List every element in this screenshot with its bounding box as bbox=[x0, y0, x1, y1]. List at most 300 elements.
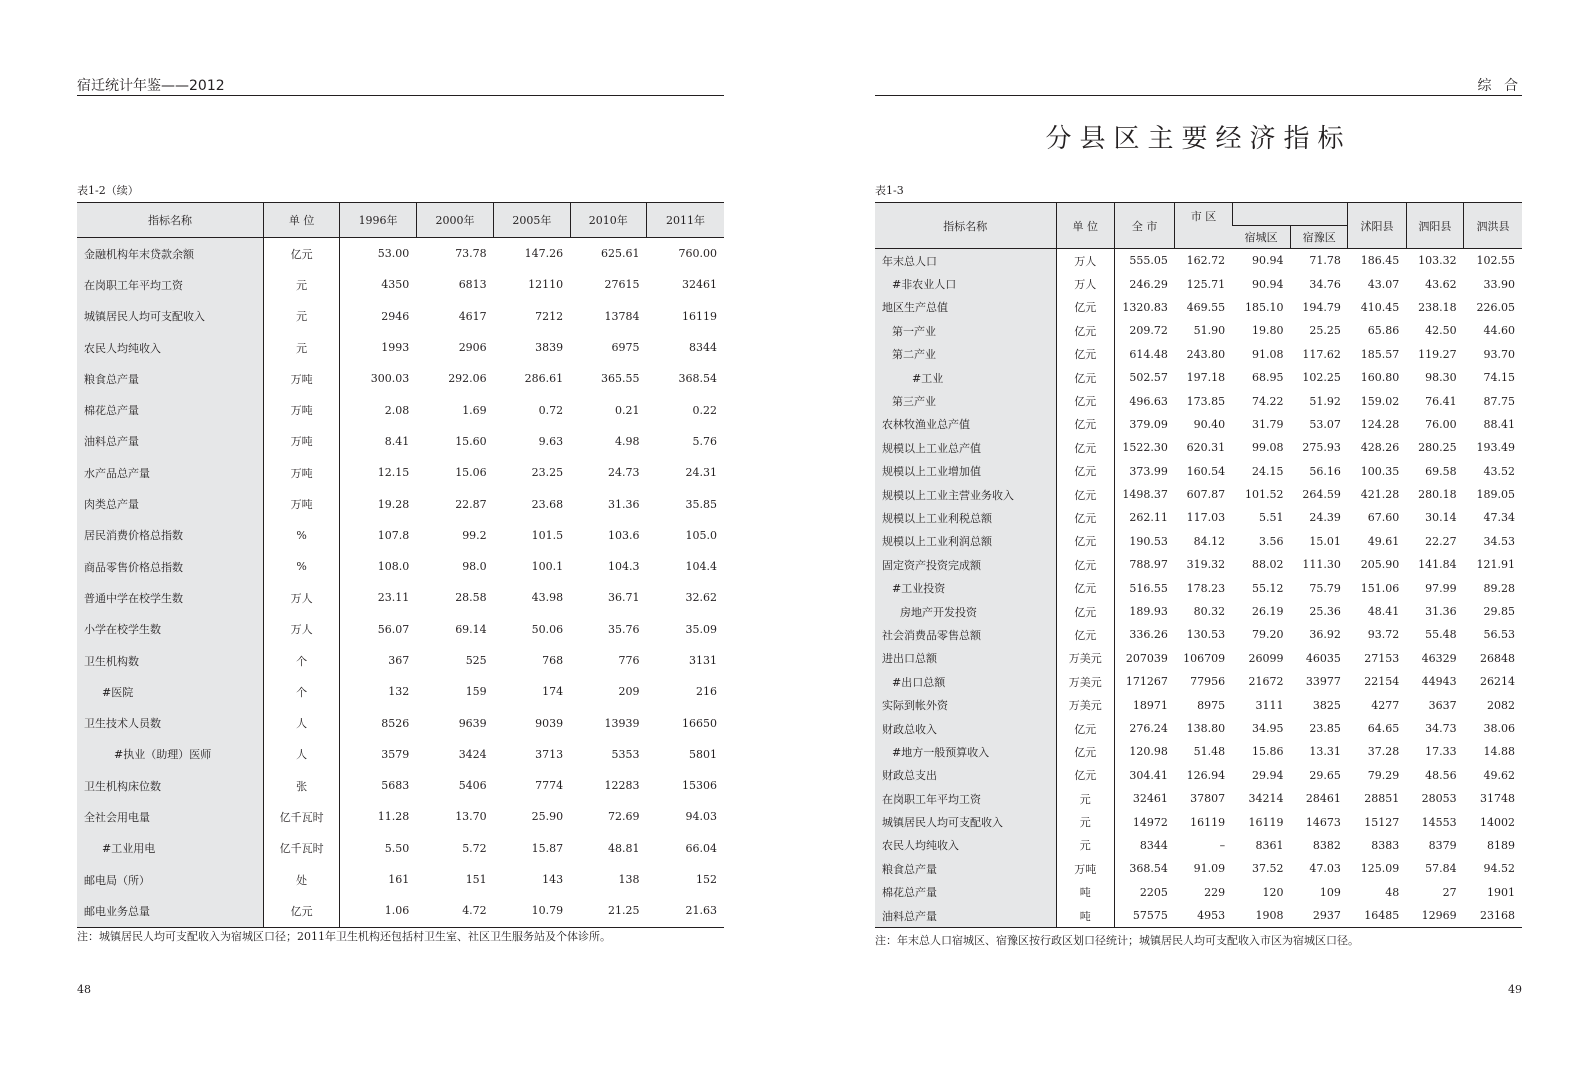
table-row bbox=[77, 614, 724, 645]
row-value: 57575 bbox=[1132, 909, 1168, 923]
row-value: 37.52 bbox=[1252, 862, 1284, 876]
table-row bbox=[875, 717, 1522, 740]
table-body bbox=[77, 238, 724, 928]
row-value: 4953 bbox=[1197, 909, 1226, 923]
row-indicator-name: 农林牧渔业总产值 bbox=[875, 413, 1056, 436]
row-value: 292.06 bbox=[448, 372, 487, 386]
row-value: 607.87 bbox=[1186, 488, 1226, 502]
row-value: 125.71 bbox=[1186, 277, 1226, 291]
row-value: 125.09 bbox=[1360, 862, 1400, 876]
row-indicator-name: 粮食总产量 bbox=[875, 857, 1056, 880]
row-indicator-name: 规模以上工业总产值 bbox=[875, 436, 1056, 459]
table-row bbox=[875, 670, 1522, 693]
table-row bbox=[875, 834, 1522, 857]
row-indicator-name: 实际到帐外资 bbox=[875, 693, 1056, 716]
row-value: 3131 bbox=[689, 654, 717, 667]
row-value: 73.78 bbox=[455, 247, 487, 261]
row-value: 620.31 bbox=[1186, 441, 1226, 455]
row-value: 26214 bbox=[1480, 675, 1515, 689]
row-indicator-name: 第三产业 bbox=[875, 389, 1056, 412]
row-value: 72.69 bbox=[608, 810, 640, 824]
row-indicator-name: 粮食总产量 bbox=[77, 363, 263, 394]
header-unit: 单 位 bbox=[263, 203, 339, 238]
row-value: 22154 bbox=[1364, 675, 1400, 689]
row-value: 37.28 bbox=[1367, 745, 1400, 759]
row-value: 31.36 bbox=[1425, 605, 1457, 619]
row-value: 3825 bbox=[1312, 698, 1341, 712]
row-indicator-name: 棉花总产量 bbox=[875, 881, 1056, 904]
row-value: 90.94 bbox=[1252, 254, 1284, 268]
row-value: 186.45 bbox=[1360, 254, 1400, 268]
row-indicator-name: 城镇居民人均可支配收入 bbox=[875, 810, 1056, 833]
row-value: 1498.37 bbox=[1122, 488, 1168, 502]
table-row bbox=[77, 645, 724, 676]
row-value: 15127 bbox=[1364, 815, 1400, 829]
table-row bbox=[77, 394, 724, 425]
table-row bbox=[875, 272, 1522, 295]
row-value: 138 bbox=[618, 873, 640, 887]
row-value: 99.08 bbox=[1252, 441, 1284, 455]
row-value: 23168 bbox=[1480, 909, 1515, 923]
header-siyang: 泗阳县 bbox=[1406, 203, 1463, 249]
row-value: 25.25 bbox=[1309, 324, 1341, 338]
row-value: 428.26 bbox=[1360, 441, 1400, 455]
row-unit: 元 bbox=[1056, 810, 1114, 833]
row-value: 50.06 bbox=[531, 622, 564, 636]
row-value: 31.79 bbox=[1252, 417, 1284, 431]
row-unit: 万美元 bbox=[1056, 693, 1114, 716]
row-value: 91.09 bbox=[1193, 862, 1226, 876]
header-city: 全 市 bbox=[1114, 203, 1174, 249]
row-value: 216 bbox=[696, 685, 717, 699]
row-value: 194.79 bbox=[1302, 300, 1341, 314]
row-value: 8379 bbox=[1428, 838, 1457, 852]
row-value: 64.65 bbox=[1367, 722, 1400, 735]
row-value: 8344 bbox=[1139, 838, 1168, 852]
row-indicator-name: 社会消费品零售总额 bbox=[875, 623, 1056, 646]
row-indicator-name: 固定资产投资完成额 bbox=[875, 553, 1056, 576]
row-value: 43.07 bbox=[1367, 277, 1400, 291]
row-value: 6975 bbox=[611, 341, 640, 355]
row-value: 300.03 bbox=[370, 372, 410, 386]
row-value: 152 bbox=[696, 873, 717, 887]
row-value: 23.85 bbox=[1309, 722, 1341, 735]
row-value: 5801 bbox=[689, 747, 717, 761]
row-value: 143 bbox=[542, 873, 564, 887]
row-value: 15.87 bbox=[531, 841, 564, 855]
row-value: 75.79 bbox=[1309, 581, 1341, 595]
row-value: 16119 bbox=[682, 309, 717, 323]
row-value: 138.80 bbox=[1186, 722, 1226, 735]
row-value: 25.90 bbox=[531, 810, 564, 824]
row-value: 47.34 bbox=[1483, 511, 1515, 525]
row-value: 65.86 bbox=[1367, 324, 1400, 338]
row-value: 44943 bbox=[1421, 675, 1457, 689]
row-value: 132 bbox=[388, 685, 410, 699]
row-value: 16650 bbox=[682, 716, 717, 730]
row-value: 74.22 bbox=[1252, 394, 1284, 408]
row-indicator-name: #工业用电 bbox=[77, 833, 263, 864]
row-value: 36.71 bbox=[608, 591, 640, 605]
row-value: 51.92 bbox=[1309, 394, 1341, 408]
row-value: 24.73 bbox=[608, 466, 640, 480]
row-value: 13.70 bbox=[455, 810, 487, 824]
row-value: 35.85 bbox=[685, 497, 717, 511]
row-value: 90.94 bbox=[1252, 277, 1284, 291]
row-indicator-name: 水产品总产量 bbox=[77, 457, 263, 488]
indicator-table-1-3 bbox=[875, 202, 1522, 928]
row-value: 30.14 bbox=[1425, 511, 1457, 525]
row-value: 71.78 bbox=[1309, 254, 1341, 268]
table-row bbox=[875, 576, 1522, 599]
row-value: 3579 bbox=[381, 747, 410, 761]
row-value: 14972 bbox=[1132, 815, 1168, 829]
row-value: 35.76 bbox=[608, 622, 640, 636]
row-unit: 万吨 bbox=[263, 363, 339, 394]
row-value: 117.62 bbox=[1302, 347, 1341, 361]
row-value: 421.28 bbox=[1360, 488, 1400, 502]
row-value: 8526 bbox=[381, 716, 410, 730]
row-indicator-name: 第一产业 bbox=[875, 319, 1056, 342]
table-label: 表1-2（续） bbox=[77, 184, 139, 197]
row-value: 88.41 bbox=[1483, 417, 1515, 431]
row-value: 94.52 bbox=[1483, 862, 1515, 876]
row-value: 0.22 bbox=[692, 403, 717, 417]
row-value: 10.79 bbox=[531, 904, 564, 918]
table-row bbox=[875, 553, 1522, 576]
row-indicator-name: 油料总产量 bbox=[875, 904, 1056, 928]
row-value: 69.14 bbox=[455, 622, 487, 636]
row-value: 209.72 bbox=[1129, 324, 1168, 338]
row-indicator-name: 邮电业务总量 bbox=[77, 895, 263, 927]
row-value: 1.06 bbox=[384, 904, 410, 918]
row-value: 57.84 bbox=[1425, 862, 1457, 876]
row-indicator-name: 地区生产总值 bbox=[875, 296, 1056, 319]
table-row bbox=[77, 582, 724, 613]
row-value: 76.00 bbox=[1425, 417, 1457, 431]
header-name: 指标名称 bbox=[943, 219, 988, 233]
header-year: 2005年 bbox=[494, 203, 570, 238]
row-value: 15.60 bbox=[455, 434, 487, 448]
row-value: 48 bbox=[1385, 885, 1400, 899]
row-value: 2906 bbox=[458, 341, 487, 355]
row-value: 24.31 bbox=[685, 466, 717, 480]
row-value: 111.30 bbox=[1302, 558, 1341, 572]
row-value: 0.21 bbox=[615, 403, 640, 417]
row-value: 7212 bbox=[535, 309, 564, 323]
row-value: 12.15 bbox=[377, 466, 410, 480]
header-rule bbox=[77, 95, 724, 96]
row-value: 49.62 bbox=[1483, 768, 1515, 782]
row-value: 4350 bbox=[381, 278, 410, 292]
row-value: 101.5 bbox=[531, 528, 564, 542]
row-value: 2082 bbox=[1487, 698, 1515, 712]
row-value: 264.59 bbox=[1302, 488, 1341, 502]
row-value: 69.58 bbox=[1425, 464, 1457, 478]
indicator-table-1-2 bbox=[77, 202, 724, 928]
row-value: 37807 bbox=[1190, 792, 1226, 806]
row-value: 103.32 bbox=[1418, 254, 1457, 268]
row-value: 87.75 bbox=[1483, 394, 1515, 408]
row-unit: 万吨 bbox=[1056, 857, 1114, 880]
row-indicator-name: #工业 bbox=[875, 366, 1056, 389]
row-value: 205.90 bbox=[1360, 558, 1400, 572]
page-title: 分县区主要经济指标 bbox=[1045, 124, 1352, 154]
row-unit: 元 bbox=[263, 269, 339, 300]
row-value: 43.52 bbox=[1483, 464, 1515, 478]
row-value: 185.10 bbox=[1245, 300, 1284, 314]
row-value: 26848 bbox=[1480, 651, 1515, 665]
table-header bbox=[875, 203, 1522, 249]
table-row bbox=[77, 770, 724, 801]
row-value: 38.06 bbox=[1483, 722, 1515, 735]
row-value: 555.05 bbox=[1129, 254, 1168, 268]
row-indicator-name: 第二产业 bbox=[875, 343, 1056, 366]
row-value: 56.16 bbox=[1309, 464, 1341, 478]
row-value: 24.39 bbox=[1309, 511, 1341, 525]
table-row bbox=[875, 740, 1522, 763]
row-indicator-name: 城镇居民人均可支配收入 bbox=[77, 301, 263, 332]
row-value: 25.36 bbox=[1309, 605, 1341, 619]
row-value: 410.45 bbox=[1360, 300, 1400, 314]
row-value: 48.56 bbox=[1425, 768, 1457, 782]
row-indicator-name: #出口总额 bbox=[875, 670, 1056, 693]
row-value: 9639 bbox=[458, 716, 487, 730]
row-value: 17.33 bbox=[1425, 745, 1457, 759]
row-unit: 亿元 bbox=[1056, 319, 1114, 342]
table-row bbox=[77, 488, 724, 519]
row-indicator-name: 年末总人口 bbox=[875, 249, 1056, 273]
row-value: 34.53 bbox=[1483, 534, 1515, 548]
row-indicator-name: #医院 bbox=[77, 676, 263, 707]
row-value: 5683 bbox=[381, 779, 410, 793]
row-value: 53.00 bbox=[377, 247, 410, 261]
row-value: 47.03 bbox=[1309, 862, 1341, 876]
row-value: 5.51 bbox=[1259, 511, 1284, 525]
row-unit: 亿元 bbox=[1056, 576, 1114, 599]
row-value: 365.55 bbox=[601, 372, 640, 386]
row-value: 104.3 bbox=[608, 560, 640, 574]
row-value: 8975 bbox=[1197, 698, 1226, 712]
row-value: 1320.83 bbox=[1122, 300, 1168, 314]
row-value: 276.24 bbox=[1129, 722, 1168, 735]
row-value: 14.88 bbox=[1483, 745, 1515, 759]
row-value: 185.57 bbox=[1360, 347, 1400, 361]
row-indicator-name: 金融机构年末贷款余额 bbox=[77, 238, 263, 270]
row-value: – bbox=[1219, 838, 1226, 852]
row-value: 3839 bbox=[535, 341, 564, 355]
row-value: 1901 bbox=[1487, 885, 1515, 899]
row-value: 16485 bbox=[1364, 909, 1400, 923]
row-unit: 个 bbox=[263, 645, 339, 676]
row-unit: 亿元 bbox=[263, 895, 339, 927]
row-value: 226.05 bbox=[1476, 300, 1515, 314]
row-value: 53.07 bbox=[1309, 417, 1341, 431]
row-value: 469.55 bbox=[1186, 300, 1226, 314]
row-value: 31748 bbox=[1480, 792, 1515, 806]
row-value: 34214 bbox=[1248, 792, 1284, 806]
row-value: 106709 bbox=[1183, 651, 1226, 665]
row-value: 48.41 bbox=[1367, 605, 1400, 619]
row-value: 79.29 bbox=[1367, 768, 1400, 782]
row-unit: 万吨 bbox=[263, 488, 339, 519]
row-value: 23.25 bbox=[531, 466, 564, 480]
row-value: 760.00 bbox=[678, 247, 717, 261]
row-value: 373.99 bbox=[1129, 464, 1168, 478]
row-value: 776 bbox=[618, 654, 640, 667]
row-unit: 亿元 bbox=[1056, 530, 1114, 553]
row-indicator-name: 农民人均纯收入 bbox=[875, 834, 1056, 857]
row-unit: 亿元 bbox=[1056, 600, 1114, 623]
table-row bbox=[77, 301, 724, 332]
row-unit: 吨 bbox=[1056, 904, 1114, 928]
page-number: 48 bbox=[77, 983, 91, 996]
row-value: 97.99 bbox=[1425, 581, 1457, 595]
row-value: 93.70 bbox=[1483, 347, 1515, 361]
row-value: 151.06 bbox=[1360, 581, 1400, 595]
row-value: 9.63 bbox=[538, 434, 564, 448]
row-value: 23.11 bbox=[377, 591, 410, 605]
row-value: 6813 bbox=[458, 278, 487, 292]
row-value: 161 bbox=[388, 873, 410, 887]
row-value: 33977 bbox=[1305, 675, 1341, 689]
row-value: 1993 bbox=[381, 341, 410, 355]
row-value: 28461 bbox=[1305, 792, 1341, 806]
row-indicator-name: 财政总收入 bbox=[875, 717, 1056, 740]
row-value: 121.91 bbox=[1476, 558, 1515, 572]
row-indicator-name: 卫生技术人员数 bbox=[77, 707, 263, 738]
row-value: 108.0 bbox=[377, 560, 410, 574]
row-unit: 万美元 bbox=[1056, 670, 1114, 693]
row-value: 84.12 bbox=[1193, 534, 1226, 548]
row-value: 238.18 bbox=[1418, 300, 1457, 314]
table-row bbox=[875, 623, 1522, 646]
left-page bbox=[77, 0, 724, 1077]
row-value: 99.2 bbox=[462, 528, 487, 542]
row-value: 8344 bbox=[689, 341, 717, 355]
row-value: 5406 bbox=[458, 779, 487, 793]
row-unit: % bbox=[263, 551, 339, 582]
header-year: 2011年 bbox=[647, 203, 725, 238]
row-indicator-name: 规模以上工业利润总额 bbox=[875, 530, 1056, 553]
table-row bbox=[875, 460, 1522, 483]
row-value: 74.15 bbox=[1483, 371, 1515, 385]
row-value: 9039 bbox=[535, 716, 564, 730]
row-value: 109 bbox=[1319, 885, 1341, 899]
row-value: 15.01 bbox=[1309, 534, 1341, 548]
row-value: 103.6 bbox=[608, 528, 640, 542]
row-unit: 亿元 bbox=[1056, 623, 1114, 646]
row-value: 14673 bbox=[1305, 815, 1341, 829]
row-unit: 亿元 bbox=[1056, 506, 1114, 529]
row-indicator-name: 进出口总额 bbox=[875, 647, 1056, 670]
row-value: 14002 bbox=[1480, 815, 1515, 829]
row-value: 100.35 bbox=[1360, 464, 1400, 478]
row-value: 141.84 bbox=[1418, 558, 1457, 572]
row-indicator-name: #地方一般预算收入 bbox=[875, 740, 1056, 763]
yearbook-title: 宿迁统计年鉴——2012 bbox=[77, 78, 225, 94]
table-row bbox=[875, 787, 1522, 810]
row-unit: 亿元 bbox=[1056, 717, 1114, 740]
row-value: 34.73 bbox=[1425, 722, 1457, 735]
row-value: 11.28 bbox=[377, 810, 410, 824]
row-indicator-name: 商品零售价格总指数 bbox=[77, 551, 263, 582]
row-unit: 亿元 bbox=[263, 238, 339, 270]
row-unit: 万吨 bbox=[263, 457, 339, 488]
row-value: 93.72 bbox=[1367, 628, 1400, 642]
row-indicator-name: #执业（助理）医师 bbox=[77, 739, 263, 770]
row-value: 525 bbox=[465, 654, 487, 667]
row-value: 151 bbox=[465, 873, 487, 887]
table-row bbox=[77, 551, 724, 582]
table-row bbox=[875, 389, 1522, 412]
row-value: 2946 bbox=[381, 309, 410, 323]
header-shuyang: 沭阳县 bbox=[1348, 203, 1406, 249]
row-value: 18971 bbox=[1132, 698, 1168, 712]
row-value: 502.57 bbox=[1129, 371, 1168, 385]
row-value: 66.04 bbox=[685, 841, 717, 855]
header-name: 指标名称 bbox=[147, 214, 192, 227]
header-rule bbox=[875, 95, 1522, 96]
row-value: 26099 bbox=[1248, 651, 1284, 665]
row-unit: 亿元 bbox=[1056, 296, 1114, 319]
table-row bbox=[77, 739, 724, 770]
row-value: 1522.30 bbox=[1122, 441, 1168, 455]
row-value: 14553 bbox=[1421, 815, 1457, 829]
row-unit: 亿元 bbox=[1056, 553, 1114, 576]
row-value: 102.55 bbox=[1476, 254, 1515, 268]
header-unit: 单 位 bbox=[1056, 203, 1114, 249]
table-row bbox=[77, 833, 724, 864]
row-value: 13.31 bbox=[1309, 745, 1341, 759]
table-row bbox=[875, 296, 1522, 319]
row-value: 788.97 bbox=[1129, 558, 1168, 572]
row-value: 8.41 bbox=[384, 434, 410, 448]
header-suyu: 宿豫区 bbox=[1291, 226, 1348, 249]
table-row bbox=[875, 904, 1522, 928]
row-value: 12969 bbox=[1421, 909, 1457, 923]
row-value: 49.61 bbox=[1367, 534, 1400, 548]
row-value: 43.98 bbox=[531, 591, 564, 605]
row-unit: 元 bbox=[1056, 834, 1114, 857]
row-indicator-name: 肉类总产量 bbox=[77, 488, 263, 519]
row-unit: 元 bbox=[1056, 787, 1114, 810]
row-value: 4.72 bbox=[462, 904, 487, 918]
row-unit: 处 bbox=[263, 864, 339, 895]
row-value: 8189 bbox=[1487, 838, 1515, 852]
row-value: 35.09 bbox=[685, 622, 717, 636]
row-value: 159 bbox=[465, 685, 487, 699]
row-value: 33.90 bbox=[1483, 277, 1515, 291]
row-indicator-name: 房地产开发投资 bbox=[875, 600, 1056, 623]
row-value: 29.94 bbox=[1252, 768, 1284, 782]
table-row bbox=[77, 457, 724, 488]
row-value: 3637 bbox=[1428, 698, 1457, 712]
table-row bbox=[77, 801, 724, 832]
row-value: 19.80 bbox=[1252, 324, 1284, 338]
row-value: 44.60 bbox=[1483, 324, 1515, 338]
table-row bbox=[875, 764, 1522, 787]
row-value: 193.49 bbox=[1476, 441, 1515, 455]
row-value: 8361 bbox=[1255, 838, 1284, 852]
row-value: 56.53 bbox=[1483, 628, 1515, 642]
row-value: 46035 bbox=[1305, 651, 1341, 665]
row-indicator-name: 规模以上工业主营业务收入 bbox=[875, 483, 1056, 506]
row-indicator-name: 财政总支出 bbox=[875, 764, 1056, 787]
row-value: 16119 bbox=[1190, 815, 1226, 829]
table-row bbox=[875, 366, 1522, 389]
row-value: 280.18 bbox=[1418, 488, 1457, 502]
